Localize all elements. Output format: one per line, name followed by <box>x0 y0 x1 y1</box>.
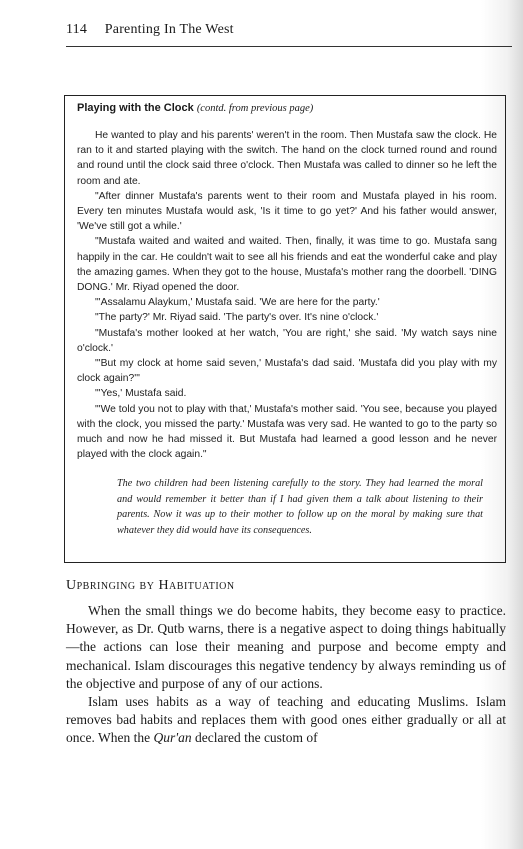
body-text-span: Islam uses habits as a way of teaching and educating Muslims. Islam removes bad habits and replaces them with good ones either gradually or all at once. When the <box>66 694 506 746</box>
quran-italic: Qur'an <box>153 730 192 746</box>
section-heading: Upbringing by Habituation <box>66 578 235 593</box>
book-title: Parenting In The West <box>104 22 234 37</box>
story-paragraph: He wanted to play and his parents' weren't in the room. Then Mustafa saw the clock. He ran to it and started playing with the switch. The hand on the clock turned round and round and round until the clock said three o'clock. Then Mustafa was called to dinner so he left the room and ate. <box>77 130 497 187</box>
box-title-text: Playing with the Clock <box>77 102 194 114</box>
story-paragraph: "After dinner Mustafa's parents went to their room and Mustafa played in his room. Every ten minutes Mustafa would ask, 'Is it time to go yet?' And his father would answer, 'We've still got a while.' <box>77 190 497 233</box>
story-paragraph: "'Yes,' Mustafa said. <box>95 388 187 400</box>
story-paragraph: "'We told you not to play with that,' Mustafa's mother said. 'You see, because you played with the clock, you missed the party.' Mustafa was very sad. He wanted to go to the party so much and now he had missed it. But Mustafa had learned a good lesson and he never played with the clock again." <box>77 403 497 461</box>
box-continued-note: (contd. from previous page) <box>196 103 314 114</box>
body-text-span: declared the custom of <box>191 730 318 746</box>
story-text <box>77 128 497 462</box>
running-head <box>66 22 506 38</box>
page-number: 114 <box>66 22 88 37</box>
header-rule <box>66 46 512 47</box>
story-paragraph: "'Assalamu Alaykum,' Mustafa said. 'We are here for the party.' <box>95 297 380 309</box>
box-title <box>77 102 497 114</box>
body-text <box>66 602 506 748</box>
story-paragraph: "Mustafa's mother looked at her watch, 'You are right,' she said. 'My watch says nine o'clock.' <box>77 327 497 354</box>
story-paragraph: "'But my clock at home said seven,' Mustafa's dad said. 'Mustafa did you play with my clock again?'" <box>77 358 497 385</box>
body-paragraph: When the small things we do become habits, they become easy to practice. However, as Dr. Qutb warns, there is a negative aspect to doing things habitually—the actions can lose their meaning and purpose and become empty and mechanical. Islam discourages this negative tendency by always reminding us of the objective and purpose of any of our actions. <box>66 603 506 691</box>
story-box <box>64 95 506 563</box>
story-paragraph: "Mustafa waited and waited and waited. Then, finally, it was time to go. Mustafa sang happily in the car. He couldn't wait to see all his friends and eat the wonderful cake and play the amazing games. When they got to the house, Mustafa's mother rang the doorbell. 'DING DONG.' Mr. Riyad opened the door. <box>77 236 497 294</box>
story-paragraph: "The party?' Mr. Riyad said. 'The party's over. It's nine o'clock.' <box>95 312 379 324</box>
body-paragraph <box>66 693 506 748</box>
story-moral: The two children had been listening carefully to the story. They had learned the moral and would remember it better than if I had given them a talk about listening to their parents. Now it was up to their mother to follow up on the moral by making sure that whatever they did would have its consequences. <box>117 478 483 536</box>
